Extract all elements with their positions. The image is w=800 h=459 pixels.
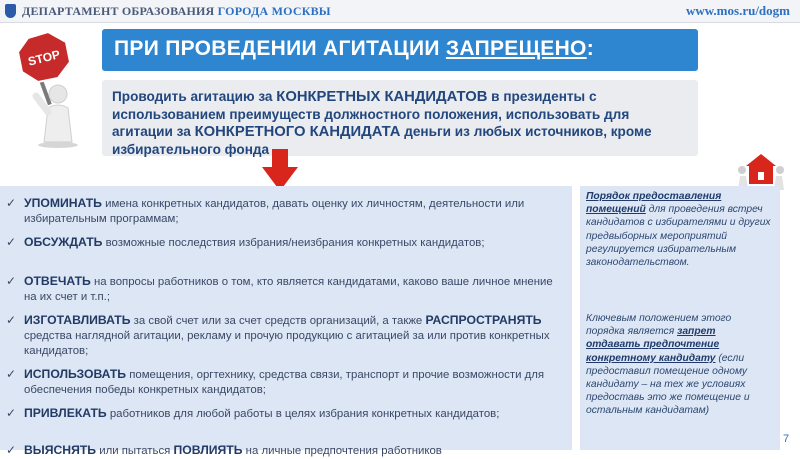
check-icon: ✓ bbox=[6, 313, 17, 327]
list-text: за свой счет или за счет средств организаций, а также bbox=[130, 315, 426, 327]
prohibitions-list bbox=[0, 186, 572, 457]
list-text: имена конкретных кандидатов, давать оценку их личностям, деятельности или избирательным программам; bbox=[24, 198, 525, 225]
list-item-text bbox=[24, 443, 564, 459]
sidebar-text: (если предоставил помещение одному кандидату – на тех же условиях предоставь это же помещение и остальным кандидатам) bbox=[586, 352, 750, 417]
check-icon: ✓ bbox=[6, 406, 17, 420]
list-keyword: ПОВЛИЯТЬ bbox=[173, 443, 243, 457]
check-icon: ✓ bbox=[6, 443, 17, 457]
down-arrow-icon bbox=[262, 149, 298, 191]
sidebar-paragraph bbox=[586, 312, 772, 418]
list-keyword: ОТВЕЧАТЬ bbox=[24, 274, 91, 288]
callout-part: деньги из любых источников, кроме избирательного фонда bbox=[112, 124, 652, 157]
sidebar-text: для проведения встреч кандидатов с избирателями и других предвыборных мероприятий регулируется избирательным законодательством. bbox=[586, 204, 771, 269]
list-text: возможные последствия избрания/неизбрания конкретных кандидатов; bbox=[102, 237, 485, 249]
department-city: ГОРОДА МОСКВЫ bbox=[217, 4, 331, 18]
callout-part-emph: КОНКРЕТНОГО КАНДИДАТА bbox=[194, 124, 401, 140]
list-text: средства наглядной агитации, рекламу и прочую продукцию с агитацией за или против конкретных кандидатов; bbox=[24, 330, 550, 357]
sidebar-text: Ключевым положением этого порядка является bbox=[586, 313, 732, 338]
title-forbidden: ЗАПРЕЩЕНО bbox=[445, 37, 587, 60]
title-colon: : bbox=[586, 37, 594, 60]
callout-text bbox=[112, 88, 692, 158]
callout-part-emph: КОНКРЕТНЫХ КАНДИДАТОВ bbox=[276, 89, 488, 105]
coat-of-arms-icon bbox=[5, 4, 16, 18]
list-keyword: ИЗГОТАВЛИВАТЬ bbox=[24, 313, 131, 327]
sidebar-emph: Порядок предоставления помещений bbox=[586, 191, 722, 216]
list-item-text bbox=[24, 367, 564, 398]
list-text: работников для любой работы в целях избрания конкретных кандидатов; bbox=[106, 408, 500, 420]
check-icon: ✓ bbox=[6, 196, 17, 210]
page-title bbox=[114, 37, 594, 61]
list-text: помещения, оргтехнику, средства связи, транспорт и прочие возможности для обеспечения победы конкретных кандидатов; bbox=[24, 369, 545, 396]
list-keyword: ИСПОЛЬЗОВАТЬ bbox=[24, 367, 127, 381]
list-keyword: РАСПРОСТРАНЯТЬ bbox=[425, 313, 542, 327]
check-icon: ✓ bbox=[6, 274, 17, 288]
list-keyword: ПРИВЛЕКАТЬ bbox=[24, 406, 107, 420]
sidebar-note bbox=[580, 186, 780, 450]
site-link[interactable]: www.mos.ru/dogm bbox=[685, 3, 790, 18]
callout-box bbox=[102, 80, 698, 156]
header-bar bbox=[0, 0, 800, 23]
page-number: 7 bbox=[783, 433, 790, 445]
list-text: или пытаться bbox=[96, 445, 174, 457]
list-text: на вопросы работников о том, кто является кандидатами, каково ваше личное мнение на их счет и т.п.; bbox=[24, 276, 553, 303]
list-keyword: ВЫЯСНЯТЬ bbox=[24, 443, 97, 457]
list-item-text bbox=[24, 274, 564, 305]
callout-part: Проводить агитацию за bbox=[112, 89, 277, 104]
list-keyword: УПОМИНАТЬ bbox=[24, 196, 102, 210]
list-text: на личные предпочтения работников bbox=[242, 445, 442, 457]
list-item-text bbox=[24, 406, 564, 422]
department-label: ДЕПАРТАМЕНТ ОБРАЗОВАНИЯ bbox=[22, 4, 215, 18]
list-item-text bbox=[24, 196, 564, 227]
list-keyword: ОБСУЖДАТЬ bbox=[24, 235, 103, 249]
list-item-text bbox=[24, 313, 564, 359]
title-main: ПРИ ПРОВЕДЕНИИ АГИТАЦИИ bbox=[114, 37, 446, 60]
title-bar bbox=[102, 29, 698, 71]
callout-part: в президенты с использованием преимуществ должностного положения, использовать для агитации за bbox=[112, 89, 630, 139]
stop-sign-text: STOP bbox=[26, 47, 62, 69]
sidebar-paragraph bbox=[586, 190, 772, 269]
department-title bbox=[22, 4, 331, 19]
sidebar-emph: запрет отдавать предпочтение конкретному кандидату bbox=[586, 326, 720, 364]
list-item-text bbox=[24, 235, 564, 251]
stop-sign-figure-icon bbox=[14, 30, 100, 148]
check-icon: ✓ bbox=[6, 367, 17, 381]
check-icon: ✓ bbox=[6, 235, 17, 249]
